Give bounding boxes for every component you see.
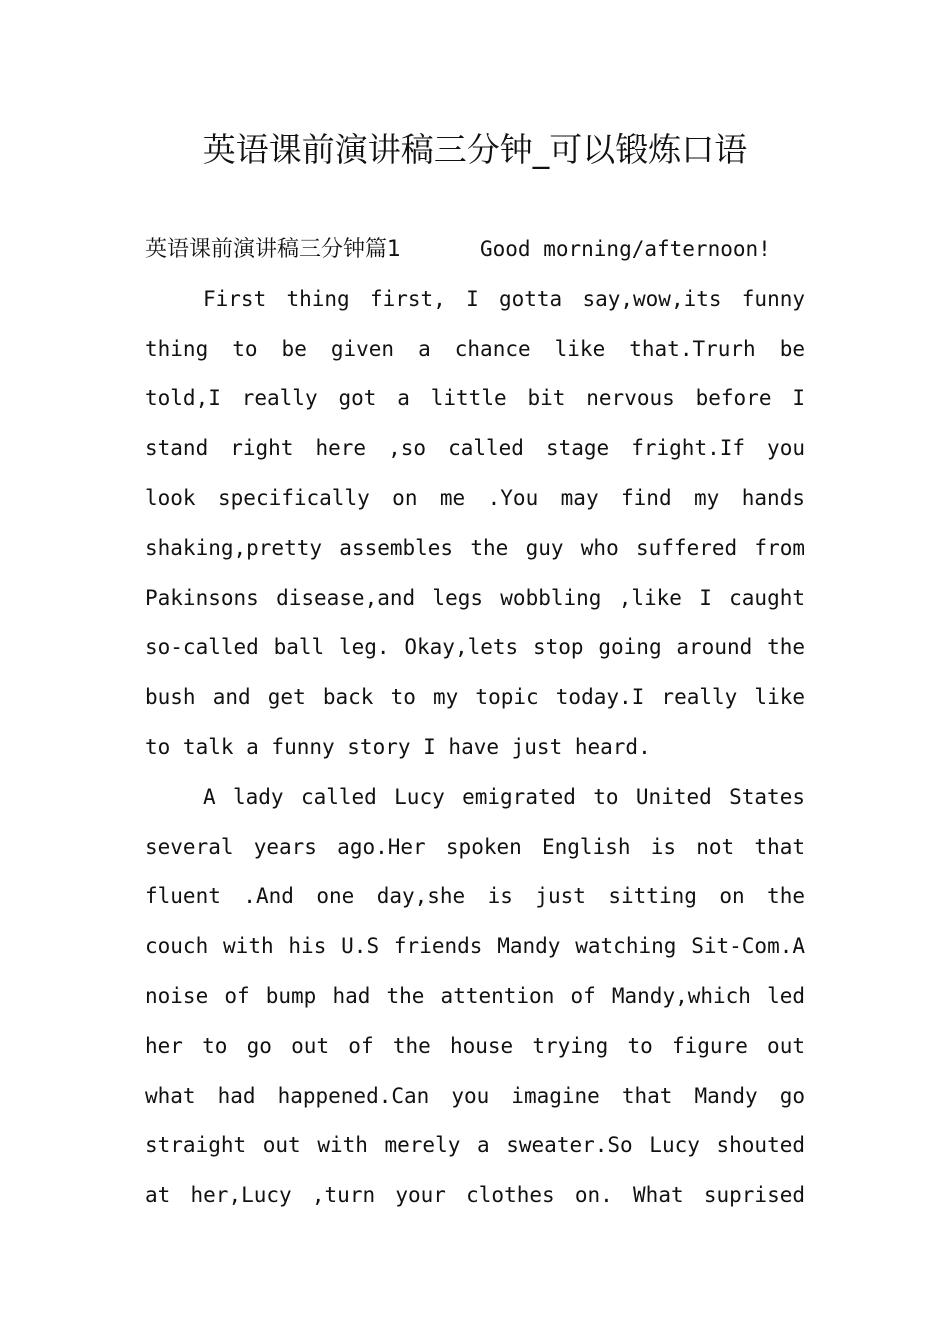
intro-line [145, 225, 805, 275]
paragraph-line: thing to be given a chance like that.Trurh be [145, 336, 805, 361]
paragraph-2 [145, 773, 805, 1221]
document-title: 英语课前演讲稿三分钟_可以锻炼口语 [202, 130, 748, 169]
paragraph-line: noise of bump had the attention of Mandy,which led [145, 983, 805, 1008]
paragraph-line: fluent .And one day,she is just sitting on the [145, 884, 805, 909]
greeting-text: Good morning/afternoon! [480, 237, 771, 261]
document-body [145, 225, 805, 1221]
paragraph-line: at her,Lucy ,turn your clothes on. What suprised [145, 1183, 805, 1208]
paragraph-line: her to go out of the house trying to figure out [145, 1033, 805, 1058]
paragraph-1 [145, 275, 805, 773]
paragraph-line: straight out with merely a sweater.So Lucy shouted [145, 1133, 805, 1158]
paragraph-line: several years ago.Her spoken English is not that [145, 834, 805, 859]
paragraph-line: Pakinsons disease,and legs wobbling ,like I caught [145, 585, 805, 610]
paragraph-line: First thing first, I gotta say,wow,its funny [203, 286, 805, 311]
paragraph-line: stand right here ,so called stage fright.If you [145, 436, 805, 461]
paragraph-line: look specifically on me .You may find my hands [145, 485, 805, 510]
paragraph-line: to talk a funny story I have just heard. [145, 734, 651, 759]
paragraph-line: what had happened.Can you imagine that Mandy go [145, 1083, 805, 1108]
paragraph-line: bush and get back to my topic today.I really like [145, 685, 805, 710]
paragraph-line: A lady called Lucy emigrated to United States [203, 784, 805, 809]
section-heading: 英语课前演讲稿三分钟篇1 [145, 237, 401, 262]
paragraph-line: shaking,pretty assembles the guy who suffered from [145, 535, 805, 560]
paragraph-line: told,I really got a little bit nervous before I [145, 386, 805, 411]
paragraph-line: so-called ball leg. Okay,lets stop going around the [145, 635, 805, 660]
paragraph-line: couch with his U.S friends Mandy watching Sit-Com.A [145, 934, 805, 959]
